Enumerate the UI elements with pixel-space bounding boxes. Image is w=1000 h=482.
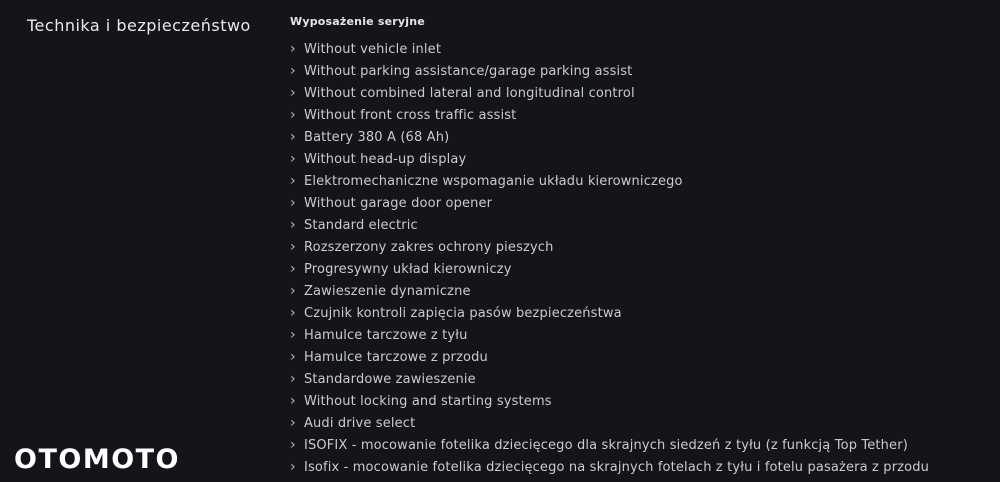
chevron-right-icon: › [290,129,296,145]
equipment-item-label: Progresywny układ kierowniczy [304,261,512,277]
equipment-list [290,38,1000,478]
equipment-item [290,170,1000,192]
chevron-right-icon: › [290,63,296,79]
chevron-right-icon: › [290,41,296,57]
chevron-right-icon: › [290,195,296,211]
equipment-item-label: Hamulce tarczowe z tyłu [304,327,468,343]
equipment-item-label: Standard electric [304,217,418,233]
equipment-item-label: Without combined lateral and longitudinal control [304,85,635,101]
chevron-right-icon: › [290,415,296,431]
equipment-item-label: Hamulce tarczowe z przodu [304,349,488,365]
equipment-item [290,280,1000,302]
equipment-item [290,82,1000,104]
equipment-item [290,148,1000,170]
equipment-column [290,0,1000,478]
equipment-item-label: Without vehicle inlet [304,41,442,57]
chevron-right-icon: › [290,239,296,255]
equipment-item [290,214,1000,236]
equipment-item-label: Rozszerzony zakres ochrony pieszych [304,239,554,255]
equipment-item-label: Zawieszenie dynamiczne [304,283,471,299]
equipment-item [290,456,1000,478]
equipment-item [290,368,1000,390]
chevron-right-icon: › [290,437,296,453]
equipment-item-label: ISOFIX - mocowanie fotelika dziecięcego dla skrajnych siedzeń z tyłu (z funkcją Top Tether) [304,437,908,453]
chevron-right-icon: › [290,217,296,233]
section-title: Technika i bezpieczeństwo [27,16,251,35]
equipment-item-label: Isofix - mocowanie fotelika dziecięcego na skrajnych fotelach z tyłu i fotelu pasażera z przodu [304,459,930,475]
equipment-item-label: Without front cross traffic assist [304,107,517,123]
equipment-item [290,236,1000,258]
equipment-item-label: Without locking and starting systems [304,393,552,409]
equipment-item-label: Elektromechaniczne wspomaganie układu kierowniczego [304,173,683,189]
equipment-item [290,60,1000,82]
equipment-item-label: Audi drive select [304,415,416,431]
equipment-item-label: Without parking assistance/garage parking assist [304,63,633,79]
chevron-right-icon: › [290,85,296,101]
equipment-item [290,390,1000,412]
chevron-right-icon: › [290,327,296,343]
chevron-right-icon: › [290,107,296,123]
chevron-right-icon: › [290,371,296,387]
equipment-item [290,126,1000,148]
equipment-item-label: Battery 380 A (68 Ah) [304,129,450,145]
equipment-item [290,302,1000,324]
chevron-right-icon: › [290,349,296,365]
equipment-item [290,346,1000,368]
equipment-item [290,324,1000,346]
chevron-right-icon: › [290,459,296,475]
equipment-item-label: Without head-up display [304,151,467,167]
equipment-item [290,412,1000,434]
chevron-right-icon: › [290,393,296,409]
chevron-right-icon: › [290,151,296,167]
equipment-item-label: Czujnik kontroli zapięcia pasów bezpieczeństwa [304,305,622,321]
chevron-right-icon: › [290,261,296,277]
equipment-item [290,258,1000,280]
chevron-right-icon: › [290,173,296,189]
otomoto-logo[interactable]: OTOMOTO [14,444,181,475]
equipment-item [290,434,1000,456]
equipment-item-label: Standardowe zawieszenie [304,371,476,387]
equipment-item-label: Without garage door opener [304,195,493,211]
chevron-right-icon: › [290,283,296,299]
section-title-column [0,0,290,35]
equipment-item [290,192,1000,214]
equipment-item [290,104,1000,126]
equipment-list-header: Wyposażenie seryjne [290,15,425,28]
chevron-right-icon: › [290,305,296,321]
equipment-item [290,38,1000,60]
